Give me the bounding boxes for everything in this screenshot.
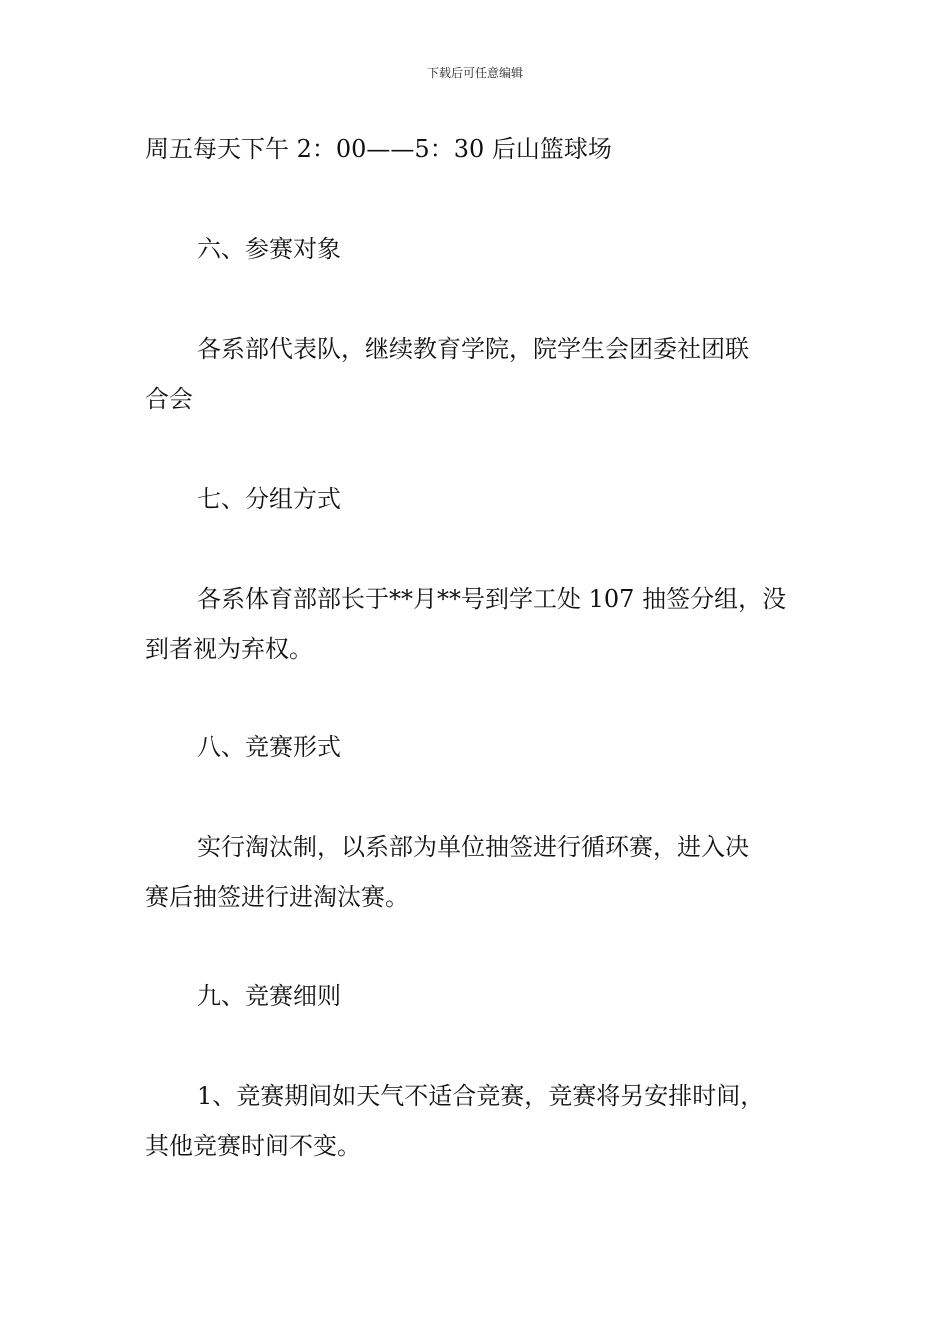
section-7-body-line-1: 各系体育部部长于**月**号到学工处 107 抽签分组，没 bbox=[197, 585, 787, 613]
rule-1-line-2: 其他竞赛时间不变。 bbox=[145, 1132, 361, 1160]
section-8-title: 八、竞赛形式 bbox=[197, 733, 341, 761]
section-6-body bbox=[145, 324, 810, 424]
rule-1-line-1: 1、竞赛期间如天气不适合竞赛，竞赛将另安排时间， bbox=[197, 1082, 765, 1110]
section-8-body-line-1: 实行淘汰制，以系部为单位抽签进行循环赛，进入决 bbox=[197, 833, 749, 861]
section-6-body-line-2: 合会 bbox=[145, 385, 193, 413]
rule-1 bbox=[145, 1071, 810, 1171]
page-header: 下载后可任意编辑 bbox=[426, 66, 523, 80]
section-8-body-line-2: 赛后抽签进行进淘汰赛。 bbox=[145, 883, 409, 911]
section-6-title: 六、参赛对象 bbox=[197, 235, 341, 263]
section-7-body-line-2: 到者视为弃权。 bbox=[145, 635, 313, 663]
section-8-body bbox=[145, 822, 810, 922]
section-9-title: 九、竞赛细则 bbox=[197, 982, 341, 1010]
section-7-title: 七、分组方式 bbox=[197, 485, 341, 513]
section-7-body bbox=[145, 574, 810, 674]
section-6-body-line-1: 各系部代表队，继续教育学院，院学生会团委社团联 bbox=[197, 335, 749, 363]
time-location-line: 周五每天下午 2：00——5：30 后山篮球场 bbox=[145, 135, 612, 163]
